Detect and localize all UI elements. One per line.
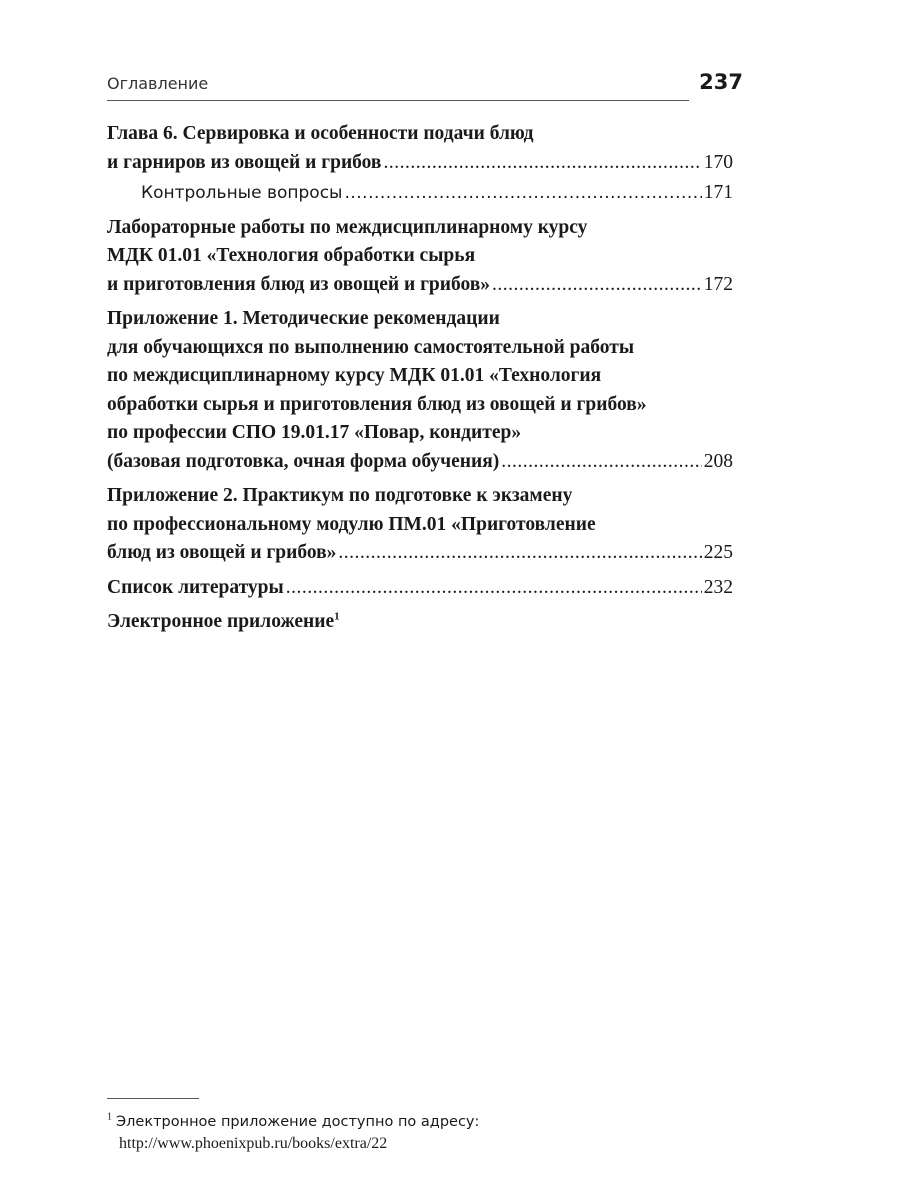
toc-entry-line: Лабораторные работы по междисциплинарному курсу bbox=[107, 216, 588, 238]
toc-entry-last-line bbox=[107, 149, 733, 178]
toc-entry-line: по профессиональному модулю ПМ.01 «Приготовление bbox=[107, 513, 596, 535]
toc-entry-line: Приложение 1. Методические рекомендации bbox=[107, 308, 500, 329]
footnote-body: Электронное приложение доступно по адресу: bbox=[116, 1114, 480, 1130]
toc-page-number: 208 bbox=[703, 450, 733, 472]
toc-entry-line: обработки сырья и приготовления блюд из овощей и грибов» bbox=[107, 393, 647, 415]
toc-entry-text: блюд из овощей и грибов» bbox=[107, 542, 337, 563]
toc-entry-last-line bbox=[107, 539, 733, 568]
toc-page-number: 170 bbox=[703, 151, 733, 173]
running-header-title: Оглавление bbox=[107, 74, 209, 93]
dot-leader bbox=[344, 179, 701, 208]
toc-entry-last-line bbox=[107, 271, 733, 300]
toc-page-number: 225 bbox=[703, 542, 733, 563]
table-of-contents bbox=[107, 120, 733, 643]
toc-entry-last-line bbox=[107, 574, 733, 603]
header-divider bbox=[107, 100, 689, 101]
footnote-mark: 1 bbox=[107, 1111, 112, 1123]
dot-leader bbox=[286, 574, 702, 603]
dot-leader bbox=[492, 271, 702, 300]
page-header bbox=[107, 70, 743, 102]
page-number: 237 bbox=[699, 70, 743, 94]
toc-entry-electronic-appendix bbox=[107, 608, 733, 637]
toc-entry-text: Список литературы bbox=[107, 576, 284, 598]
toc-entry-appendix-2 bbox=[107, 482, 733, 568]
dot-leader bbox=[338, 539, 701, 568]
toc-entry-text: (базовая подготовка, очная форма обучения) bbox=[107, 450, 500, 472]
toc-entry-line: по профессии СПО 19.01.17 «Повар, кондитер» bbox=[107, 422, 522, 443]
footnote-reference: 1 bbox=[334, 610, 340, 623]
toc-entry-line: для обучающихся по выполнению самостоятельной работы bbox=[107, 336, 635, 358]
toc-page-number: 232 bbox=[703, 576, 733, 598]
dot-leader bbox=[383, 149, 701, 178]
toc-entry-last-line bbox=[107, 448, 733, 477]
toc-entry-line: Глава 6. Сервировка и особенности подачи блюд bbox=[107, 123, 534, 144]
toc-entry-line: Приложение 2. Практикум по подготовке к экзамену bbox=[107, 485, 573, 506]
footnote-url: http://www.phoenixpub.ru/books/extra/22 bbox=[119, 1135, 388, 1152]
toc-entry-line: по междисциплинарному курсу МДК 01.01 «Технология bbox=[107, 365, 602, 386]
footnote bbox=[107, 1098, 747, 1155]
toc-entry-text: Электронное приложение bbox=[107, 611, 335, 632]
footnote-text bbox=[107, 1111, 747, 1155]
footnote-divider bbox=[107, 1098, 199, 1099]
dot-leader bbox=[501, 448, 701, 477]
toc-entry-control-questions bbox=[107, 179, 733, 208]
toc-page-number: 171 bbox=[703, 182, 733, 203]
toc-entry-text: и приготовления блюд из овощей и грибов» bbox=[107, 273, 491, 295]
toc-entry-text: и гарниров из овощей и грибов bbox=[107, 151, 382, 173]
toc-entry-text: Контрольные вопросы bbox=[141, 183, 343, 203]
toc-entry-last-line bbox=[141, 179, 733, 208]
toc-page-number: 172 bbox=[703, 273, 733, 295]
toc-entry-chapter-6 bbox=[107, 120, 733, 177]
toc-entry-last-line bbox=[107, 608, 733, 637]
toc-entry-lab-works bbox=[107, 214, 733, 300]
toc-entry-bibliography bbox=[107, 574, 733, 603]
toc-entry-appendix-1 bbox=[107, 305, 733, 476]
toc-entry-line: МДК 01.01 «Технология обработки сырья bbox=[107, 245, 476, 266]
